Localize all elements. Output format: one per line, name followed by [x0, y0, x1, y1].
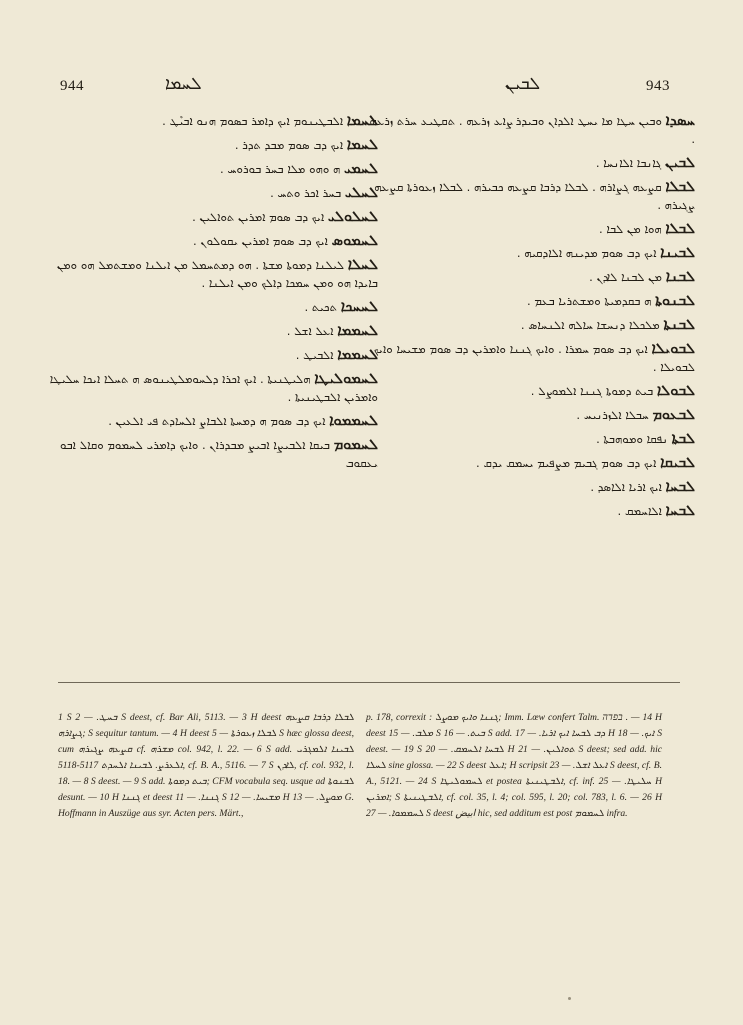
- footnote-text: p. 178, correxit : ܓܢܢܐ ܘܐܝܟ ܡܘܨܠ; Imm. Lœw confert Talm. ‎בפדה‎ . — 14 H deest ܡܠܒ. — 15 S ܒܝܬ. — 16 S add. ܕܒ ܠܒܚܐ ܐܝܟ ܐܪܝܐ. — 17 H ܐܝܟ. — 18 S deest. — 19 S ܠܒܚܐ ܐܠܚܡܩ. — 20 H ܬܘܐܠܝܢ. — 21 S deest; sed add. hic ܠܚܠܐ sine glossa. — 22 S deest ܐܥܠ; H scripsit ܐܥܠ ܐܫܠ. — 23 S deest, cf. B. A., 5121. — 24 S ܠܚܡܘܠܝܛܐ et postea ܐܠܒܛܝܢܝܬܐ, cf. inf. ܚܠܝܛܐ. — 25 H ܐܡܪܝܢ; S ܐܠܒܛܝܢܝܬܐ, cf. col. 35, l. 4; col. 595, l. 20; col. 783, l. 6. — 26 H ܠܚܡܡܘܐ. — 27 S deest ابيض hic, sed additum est post ܠܚܡܘܡ infra.: [366, 712, 663, 819]
- gloss: ܐܠܐܚܡܩ .: [617, 504, 662, 518]
- gloss: ܢܦܩܐ ܘܡܘܗܒܬܐ .: [596, 432, 668, 446]
- left-page-number: 944: [60, 78, 84, 94]
- gloss: ܓܐܢܒܐ ܐܠܐܢܚܐ .: [595, 156, 662, 170]
- headword: ܠܒܝܩܐ: [660, 455, 695, 471]
- entry: [48, 322, 378, 340]
- entry: [48, 346, 378, 364]
- entry: [48, 232, 378, 250]
- entry: [365, 178, 695, 214]
- gloss: ܐܝܟ ܕܒ ܣܘܡ ܡܕܝܢܗ ܐܠܐܕܩܝܗ .: [516, 246, 657, 260]
- entry: [365, 112, 695, 148]
- headword: ܠܒܬܐ: [671, 431, 695, 447]
- entry: [48, 436, 378, 472]
- gloss: ܡܢ ܠܒܢܐ ܠܐܕܢ .: [589, 270, 663, 284]
- entry: [365, 268, 695, 286]
- entry: [365, 220, 695, 238]
- entry: [365, 292, 695, 310]
- gloss: ܩܨܥܗ ܓܨܐܪܗ . ܠܒܠܐ ܕܪܒܐ ܩܨܥܗ ܟܒܝܪܗ . ܠܒܠܐ ܙܥܘܪܬܐ ܩܨܥܗ ܨܓܝܪܗ .: [374, 180, 695, 212]
- entry: [365, 382, 695, 400]
- entry: [48, 160, 378, 178]
- headword: ܠܒܚܐ: [665, 503, 695, 519]
- page-speck: [568, 997, 571, 1000]
- entry: [365, 406, 695, 424]
- headword: ܠܚܚܟܐ: [340, 299, 378, 315]
- entry: [365, 340, 695, 376]
- entry: [365, 430, 695, 448]
- headword: ܠܒܘܠܐ: [656, 383, 695, 399]
- gloss: ܗ ܒܩܕܡܝܬܐ ܘܡܫܬܪܝܐ ܒܥܡ .: [526, 294, 652, 308]
- headword: ܠܚܡܡܐ: [337, 323, 378, 339]
- headword: ܠܚܡܐ: [346, 113, 378, 129]
- entry: [365, 502, 695, 520]
- gloss: ܐܝܟ ܕܒ ܣܘܡ ܚܡܪܐ . ܘܐܝܟ ܓܢܢܐ ܘܐܡܪܝܢ ܕܒ ܣܘܡ ܡܫܝܚܐ ܘܐܝܟ ܠܒܘܝܠܐ .: [373, 342, 695, 374]
- headword: ܠܒܝܢ: [665, 155, 695, 171]
- footnotes-right: [366, 710, 662, 822]
- gloss: ܡܠܟܠܐ ܕܢܚܫܐ ܚܐܠܗ ܐܠܢܚܐܣ .: [520, 318, 660, 332]
- gloss: ܘܒܝܢ ܚܛܐ ܡܐ ܝܚܛ ܐܠܕܐܢ ܘܒܝܕܪ ܨܐܥ ܙܪܥܗ . ܬܩܛܝܥ ܚܪܬ ܙܪܥܗ .: [369, 114, 695, 146]
- gloss: ܠܝܠܢܐ ܕܡܘܬܐ ܡܫܬܐ . ܗܘ ܕܡܬܚܡܠ ܡܢ ܐܝܠܢܐ ܘܡܫܬܡܠ ܗܘ ܘܡܢ ܒܐܝܕܐ ܗܘ ܘܡܢ ܚܡܟܐ ܕܐܠܟ ܘܡܢ ܐܝܠܢܐ .: [56, 258, 378, 290]
- headword: ܠܚܠܘܠܝ: [327, 209, 378, 225]
- left-column: [48, 112, 378, 478]
- headword: ܠܒܠܐ: [665, 179, 695, 195]
- entry: [365, 454, 695, 472]
- gloss: ܗܘܐ ܡܢ ܠܒܐ .: [599, 222, 662, 236]
- gloss: ܐܝܟ ܕܒ ܣܘܡ ܓܒܝܡ ܡܨܦܝܡ ܝܚܡܩ ܝܕܩ .: [476, 456, 657, 470]
- left-running-head: ܠܚܡܐ: [165, 74, 202, 94]
- headword: ܚܣܕܐ: [665, 113, 695, 129]
- gloss: ܐܝܟ ܕܒ ܣܘܡ ܡܒܕ ܬܕܪ .: [234, 138, 344, 152]
- gloss: ܬܟܝܬ .: [304, 300, 337, 314]
- footnotes-left: [58, 710, 354, 822]
- headword: ܠܒܥܘܡ: [652, 407, 695, 423]
- headword: ܠܚܡܘܣ: [331, 233, 378, 249]
- entry: [48, 256, 378, 292]
- entry: [48, 184, 378, 202]
- gloss: ܐܠܒܛܝܢܘܡ ܐܝܟ ܕܐܡܪ ܒܣܘܡ ܗܢܘ ܐܒܝܶܛ .: [162, 114, 344, 128]
- gloss: ܒܝܩܐ ܐܠܒܝܨܐ ܐܒܝܨ ܡܒܕܪܐܢ . ܘܐܝܟ ܕܐܡܪܝ ܠܚܡܘܡ ܘܩܐܠ ܐܒܘ ܝܥܩܘܒ: [59, 438, 378, 470]
- gloss: ܗ ܘܗܘ ܡܠܐ ܒܚܪ ܒܘܪܘܚ .: [220, 162, 341, 176]
- headword: ܠܚܡܡܘܐ: [329, 413, 378, 429]
- gloss: ܒܚܪ ܐܟܪ ܘܬܚ .: [270, 186, 342, 200]
- headword: ܠܚܠܝ: [344, 185, 378, 201]
- gloss: ܐܝܟ ܐܪܝܐ ܐܠܐܣܕ .: [590, 480, 662, 494]
- entry: [48, 370, 378, 406]
- headword: ܠܒܢܘܬܐ: [655, 293, 695, 309]
- headword: ܠܒܚܐ: [665, 479, 695, 495]
- headword: ܠܚܡܡܐ: [337, 347, 378, 363]
- entry: [365, 154, 695, 172]
- right-page-number: 943: [646, 78, 670, 94]
- headword: ܠܒܢܬܐ: [663, 317, 695, 333]
- headword: ܠܚܡܘܠܝܛܐ: [314, 371, 378, 387]
- entry: [365, 316, 695, 334]
- footnote-rule: [58, 682, 680, 683]
- entry: [48, 112, 378, 130]
- headword: ܠܚܠܐ: [347, 257, 378, 273]
- gloss: ܒܝܬ ܕܡܘܬܐ ܓܢܢܐ ܐܠܡܘܨܠ .: [530, 384, 654, 398]
- headword: ܠܒܝܢܐ: [660, 245, 695, 261]
- gloss: ܐܝܟ ܕܒ ܣܘܡ ܐܡܪܝܢ ܝܩܘܠܘܢ .: [192, 234, 328, 248]
- entry: [48, 298, 378, 316]
- entry: [48, 412, 378, 430]
- headword: ܠܚܡܘܡ: [333, 437, 378, 453]
- headword: ܠܚܡܐ: [346, 137, 378, 153]
- entry: [365, 244, 695, 262]
- headword: ܠܒܢܐ: [665, 269, 695, 285]
- gloss: ܗܠܝܛܢܝܬܐ . ܐܝܟ ܐܟܪܐ ܕܠܚܘܡܠܛܝܢܘܣ ܗ ܬܚܠܐ ܐܝܟܐ ܚܠܝܛܐ ܘܐܡܪܝܢ ܐܠܒܛܝܢܝܬܐ .: [49, 372, 378, 404]
- gloss: ܚܒܠܐ ܐܠܙܪܢܝܚ .: [576, 408, 649, 422]
- right-running-head: ܠܒܝܢ: [505, 74, 541, 94]
- right-column: [365, 112, 695, 526]
- gloss: ܐܥܠ ܐܫܠ .: [286, 324, 334, 338]
- headword: ܠܒܘܝܠܐ: [651, 341, 695, 357]
- gloss: ܐܝܟ ܕܒ ܣܘܡ ܗ ܕܡܚܬܐ ܐܠܒܐܨ ܐܠܚܐܕܬ ܦܝ ܐܠܥܝܢ .: [108, 414, 326, 428]
- gloss: ܐܠܒܝܛ .: [295, 348, 334, 362]
- headword: ܠܚܡܝ: [343, 161, 378, 177]
- entry: [48, 208, 378, 226]
- entry: [365, 478, 695, 496]
- gloss: ܐܝܟ ܕܒ ܣܘܡ ܐܡܪܝܢ ܬܘܐܠܝܢ .: [192, 210, 325, 224]
- entry: [48, 136, 378, 154]
- footnote-text: 1 S ܒܚܛ. — 2 S deest, cf. Bar Ali, 5113. — 3 H deest ܠܒܠܐ ܕܪܒܐ ܩܨܥܗ ܓܨܐܪܗ; S sequitur tantum. — 4 H deest ܠܒܠܐ ܙܥܘܪܬܐ — 5 S hæc glossa deest, cum ܩܨܥܗ ܨܓܝܪܗ cf. ܡܫܪܗ col. 942, l. 22. — 6 S add. ܠܒܝܢܐ ܐܠܡܓܪܝ ܐܠܥܪܨ. ܠܒܝܢܐ ܐܠܚܕܬ 5117-5118, cf. B. A., 5116. — 7 S ܠܐܕܢ, cf. col. 932, l. 18. — 8 S deest. — 9 S add. ܒܝܬ ܕܡܘܬܐ; CFM vocabula seq. usque ad ܠܒܢܘܬܐ desunt. — 10 H ܓܢܢܐ et deest ܓܢܢܐ. — 11 S ܡܫܝܚܐ. — 12 H ܡܘܨܠ. — 13 G. Hoffmann in Auszüge aus syr. Acten pers. Märt.,: [58, 712, 355, 819]
- headword: ܠܒܠܐ: [665, 221, 695, 237]
